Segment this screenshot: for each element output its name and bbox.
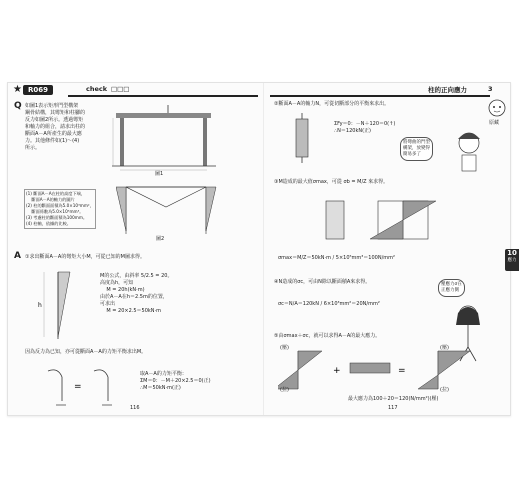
header-rule-left bbox=[68, 95, 258, 97]
answer-step-2: 因為反力為已知，亦可從斷面A－A的力矩平衡求出M。 bbox=[25, 349, 147, 355]
step-4-text: ④N造成的σc，可由N除以斷面積A來求得。 bbox=[274, 279, 371, 285]
check-boxes: □□□ bbox=[111, 85, 130, 93]
step-5-text: ⑤由σmax＋σc，就可以求得A－A的最大應力。 bbox=[274, 333, 381, 339]
figure-1-frame bbox=[108, 103, 223, 171]
question-mark: Q bbox=[14, 101, 22, 111]
label-comp-2: (壓) bbox=[440, 345, 449, 351]
page-number-left: 116 bbox=[130, 405, 140, 411]
star-icon: ★ bbox=[13, 84, 22, 95]
mascot-label: 原藏 bbox=[489, 120, 500, 126]
svg-text:h: h bbox=[38, 302, 42, 309]
page-number-right: 117 bbox=[388, 405, 398, 411]
character-1-icon bbox=[452, 129, 486, 173]
page-number-top: 3 bbox=[488, 85, 493, 93]
label-tens-1: (拉) bbox=[280, 387, 289, 393]
label-comp-1: (壓) bbox=[280, 345, 289, 351]
chapter-title: 柱的正向應力 bbox=[428, 86, 467, 94]
step-4-equation: σc＝N/A＝120kN / 6×10³mm²＝20N/mm² bbox=[278, 301, 380, 307]
problem-code: R069 bbox=[23, 85, 53, 95]
figure-2-label: 圖2 bbox=[156, 236, 165, 242]
svg-text:+: + bbox=[333, 366, 341, 376]
chapter-tab-label: 應力 bbox=[507, 258, 517, 263]
book-gutter bbox=[263, 83, 264, 415]
final-result: 最大應力為100＋20＝120(N/mm²)(壓) bbox=[348, 396, 439, 402]
speech-bubble-2: 壓應力σ在 正應力側 bbox=[438, 279, 465, 297]
book-spread bbox=[7, 82, 517, 416]
answer-step-1: ①求出斷面A－A的彎矩大小M，可從已知的M圖求得。 bbox=[25, 254, 145, 260]
conditions-box: (1) 斷面A－A在柱的高度下端， 斷面A－A的軸力的圖片 (2) 柱的斷面面積為5.0×10³mm²， 斷面係數為5.0×10⁵mm³。 (3) 考慮柱的斷面積為100mm。 (4) 柱軸，依據的比較。 bbox=[24, 189, 96, 229]
bending-stress-diagram bbox=[296, 191, 466, 249]
column-moment-sketch bbox=[36, 267, 96, 345]
question-text: 如圖1表示矩形門型構架 鋼骨結構，其彎矩和柱腳的 反力如圖2所示。透過彎矩 和軸力的組合，請求出柱的 斷面A－A所產生的最大應 力。其他條件如(1)～(4) 所示。 bbox=[25, 103, 86, 151]
figure-2-moment-diagram bbox=[116, 179, 224, 235]
label-tens-2: (拉) bbox=[440, 387, 449, 393]
step-3-equation: σmax＝M/Z＝50kN·m / 5×10⁵mm³＝100N/mm² bbox=[278, 255, 396, 261]
equilibrium-sketches bbox=[38, 363, 134, 407]
answer-calc-2: 取A－A的力矩平衡： ΣM＝0：－M＋20×2.5＝0(正) ∴M＝50kN·m(正) bbox=[140, 371, 211, 391]
step-2-text: ②斷面A－A的軸力N，可從切斷部分的平衡來求出。 bbox=[274, 101, 390, 107]
svg-text:=: = bbox=[398, 366, 406, 376]
chapter-tab bbox=[505, 249, 519, 271]
speech-bubble-1: 將彎曲的門型 構架，放變得 簡易多了 bbox=[400, 137, 433, 161]
figure-1-label: 圖1 bbox=[155, 171, 164, 177]
answer-mark: A bbox=[14, 251, 21, 261]
header-rule-right bbox=[270, 95, 490, 97]
mascot-icon bbox=[486, 97, 508, 119]
axial-force-sketch bbox=[282, 113, 322, 163]
answer-calc-1: M的公式，由斜率 5/2.5 = 20。 高度為h，可知 M = 20h(kN·m) 由於A－A在h＝2.5m的位置， 可求出 M = 20×2.5＝50kN·m bbox=[100, 273, 173, 314]
chapter-tab-number: 10 bbox=[507, 249, 517, 257]
step-3-text: ③M造成的最大值σmax，可從 σb = M/Z 來求得。 bbox=[274, 179, 389, 185]
check-label: check bbox=[86, 85, 108, 93]
svg-text:=: = bbox=[74, 382, 82, 392]
step-2-equation: ΣFy＝0：－N＋120＝0(↑) ∴N＝120kN(正) bbox=[334, 121, 396, 134]
